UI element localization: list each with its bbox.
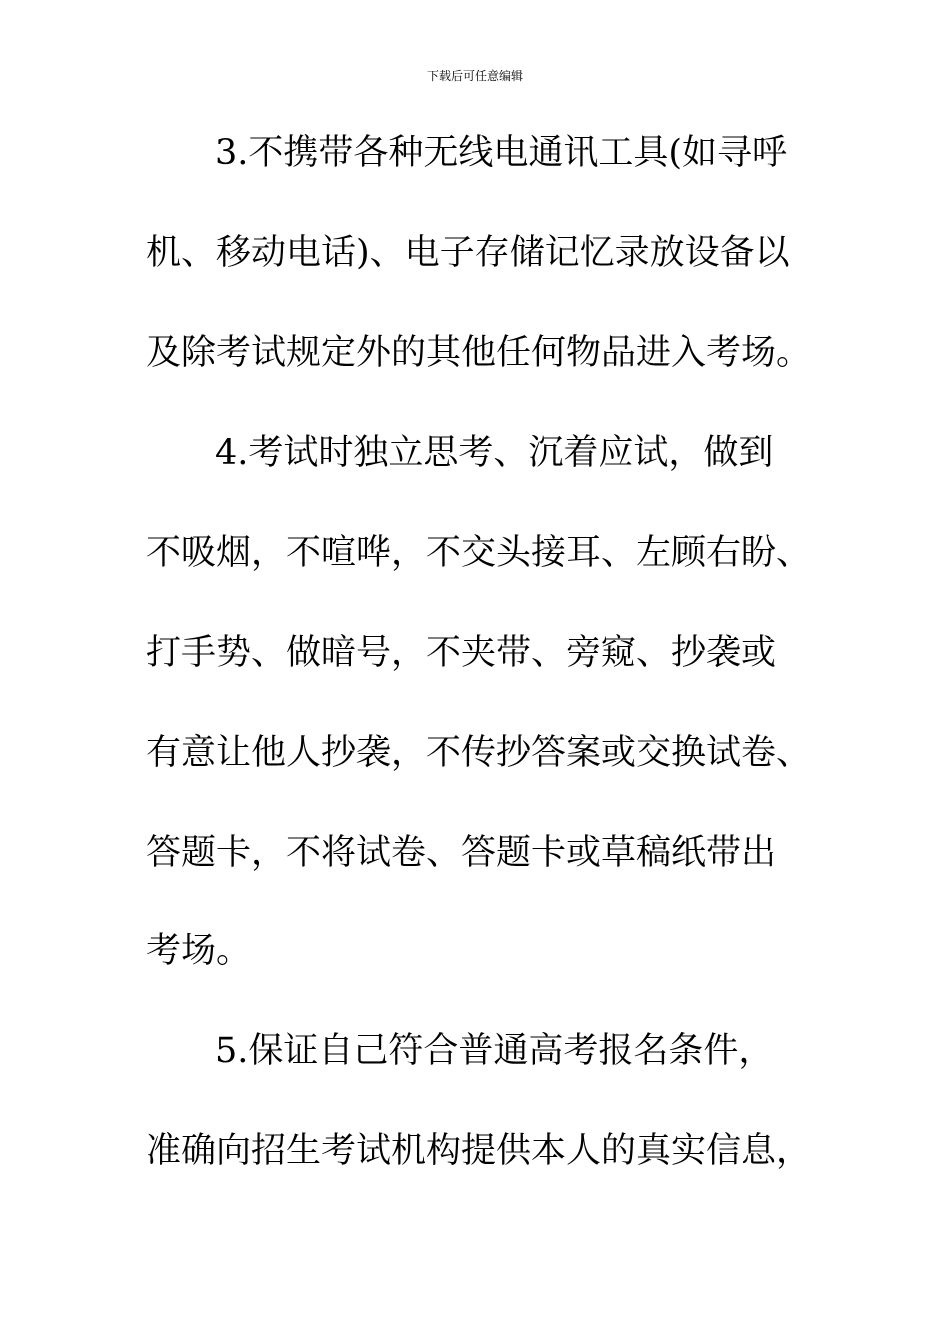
text-line: 打手势、做暗号，不夹带、旁窥、抄袭或 [146,633,777,673]
text-line: 考场。 [146,931,252,971]
page-header: 下载后可任意编辑 [426,69,523,83]
text-line: 有意让他人抄袭，不传抄答案或交换试卷、 [146,733,812,773]
text-line: 准确向招生考试机构提供本人的真实信息， [146,1131,812,1171]
text-line: 及除考试规定外的其他任何物品进入考场。 [146,333,812,373]
text-line: 机、移动电话)、电子存储记忆录放设备以 [146,233,790,273]
text-line: 答题卡，不将试卷、答题卡或草稿纸带出 [146,833,777,873]
text-line: 3.不携带各种无线电通讯工具(如寻呼 [215,133,788,173]
text-line: 不吸烟，不喧哗，不交头接耳、左顾右盼、 [146,533,812,573]
text-line: 4.考试时独立思考、沉着应试，做到 [215,433,774,473]
text-line: 5.保证自己符合普通高考报名条件， [215,1031,774,1071]
